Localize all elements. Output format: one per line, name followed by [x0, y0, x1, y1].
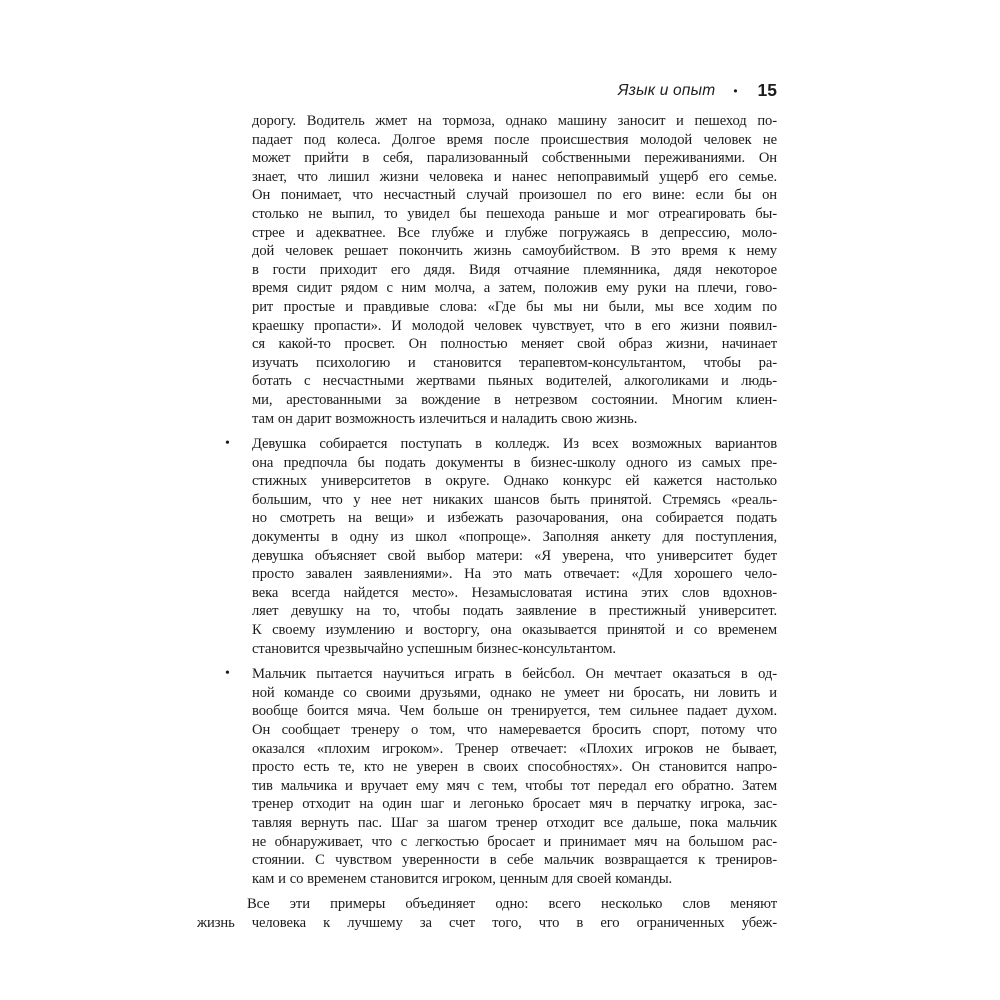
- text-line: тив мальчика и вручает ему мяч с тем, чтобы тот передал его обратно. Затем: [252, 777, 777, 794]
- text-line: краешку пропасти». И молодой человек чувствует, что в его жизни появил-: [252, 317, 777, 334]
- text-line: документы в одну из школ «попроще». Заполняя анкету для поступления,: [252, 529, 777, 546]
- text-line: жизнь человека к лучшему за счет того, что в его ограниченных убеж-: [197, 914, 777, 931]
- text-line: стрее и адекватнее. Все глубже и глубже погружаясь в депрессию, моло-: [252, 224, 777, 241]
- text-line: там он дарит возможность излечиться и наладить свою жизнь.: [252, 410, 638, 427]
- text-line: ся какой-то просвет. Он полностью меняет свой образ жизни, начинает: [252, 336, 777, 353]
- text-line: просто завален заявлениями». На это мать отвечает: «Для хорошего чело-: [252, 566, 777, 583]
- text-line: ляет девушку на то, чтобы подать заявление в престижный университет.: [252, 603, 777, 620]
- paragraph: [197, 895, 777, 932]
- text-line: ботать с несчастными жертвами пьяных водителей, алкоголиками и людь-: [252, 373, 777, 390]
- text-line: Мальчик пытается научиться играть в бейсбол. Он мечтает оказаться в од-: [252, 666, 777, 683]
- text-line: тренер отходит на один шаг и легонько бросает мяч в перчатку игрока, зас-: [252, 796, 777, 813]
- text-line: стоянии. С чувством уверенности в себе мальчик возвращается к трениров-: [252, 852, 777, 869]
- text-line: кам и со временем становится игроком, ценным для своей команды.: [252, 870, 673, 887]
- text-line: ми, арестованными за вождение в нетрезвом состоянии. Многим клиен-: [252, 391, 777, 408]
- text-line: знает, что лишил жизни человека и нанес непоправимый ущерб его семье.: [252, 168, 777, 185]
- text-line: она предпочла бы подать документы в бизнес-школу одного из самых пре-: [252, 454, 777, 471]
- text-line: большим, что у нее нет никаких шансов быть принятой. Стремясь «реаль-: [252, 491, 777, 508]
- text-line: рит простые и правдивые слова: «Где бы мы ни были, мы все ходим по: [252, 298, 777, 315]
- text-line: Он сообщает тренеру о том, что намеревается бросить спорт, потому что: [252, 722, 777, 738]
- text-line: но смотреть на вещи» и избежать разочарования, она собирается подать: [252, 510, 777, 527]
- text-line: стижных университетов в округе. Однако конкурс ей кажется настолько: [252, 473, 777, 490]
- text-line: девушка объясняет свой выбор матери: «Я уверена, что университет будет: [252, 547, 777, 564]
- text-line: оказался «плохим игроком». Тренер отвечает: «Плохих игроков не бывает,: [252, 740, 777, 757]
- text-line: вообще боится мяча. Чем больше он тренируется, тем сильнее падает духом.: [252, 703, 777, 720]
- text-line: века всегда найдется место». Незамысловатая истина этих слов вдохнов-: [252, 584, 777, 601]
- text-line: столько не выпил, то увидел бы пешехода раньше и мог отреагировать бы-: [252, 205, 777, 222]
- text-line: дой человек решает покончить жизнь самоубийством. В это время к нему: [252, 243, 777, 260]
- running-title: Язык и опыт: [617, 81, 716, 99]
- dot-separator-icon: •: [733, 83, 738, 98]
- bullet-marker-icon: •: [225, 666, 230, 682]
- text-line: ной команде со своими друзьями, однако не умеет ни бросать, ни ловить и: [252, 684, 777, 701]
- text-line: время сидит рядом с ним молча, а затем, положив ему руки на плечи, гово-: [252, 280, 777, 297]
- text-line: изучать психологию и становится терапевтом-консультантом, чтобы ра-: [252, 354, 777, 371]
- text-line: Все эти примеры объединяет одно: всего несколько слов меняют: [247, 896, 777, 913]
- text-line: Девушка собирается поступать в колледж. Из всех возможных вариантов: [252, 436, 777, 453]
- paragraph: [197, 665, 777, 888]
- paragraph: [197, 435, 777, 658]
- text-line: Он понимает, что несчастный случай произошел по его вине: если бы он: [252, 187, 777, 204]
- text-line: в гости приходит его дядя. Видя отчаяние племянника, дядя некоторое: [252, 261, 777, 278]
- paragraph: [197, 112, 777, 428]
- text-line: дорогу. Водитель жмет на тормоза, однако машину заносит и пешеход по-: [252, 113, 777, 129]
- text-line: может прийти в себя, парализованный собственными переживаниями. Он: [252, 150, 777, 167]
- text-line: падает под колеса. Долгое время после происшествия молодой человек не: [252, 131, 777, 148]
- text-line: не обнаруживает, что с легкостью бросает и принимает мяч на большом рас-: [252, 833, 777, 850]
- running-header: [618, 80, 777, 101]
- text-line: просто есть те, кто не уверен в своих способностях». Он становится напро-: [252, 759, 777, 776]
- text-line: тавляя вернуть пас. Шаг за шагом тренер отходит все дальше, пока мальчик: [252, 814, 777, 831]
- text-line: К своему изумлению и восторгу, она оказывается принятой и со временем: [252, 622, 777, 639]
- page-text: [197, 112, 777, 933]
- text-line: становится чрезвычайно успешным бизнес-консультантом.: [252, 640, 616, 657]
- bullet-marker-icon: •: [225, 436, 230, 452]
- page-number: 15: [757, 80, 777, 100]
